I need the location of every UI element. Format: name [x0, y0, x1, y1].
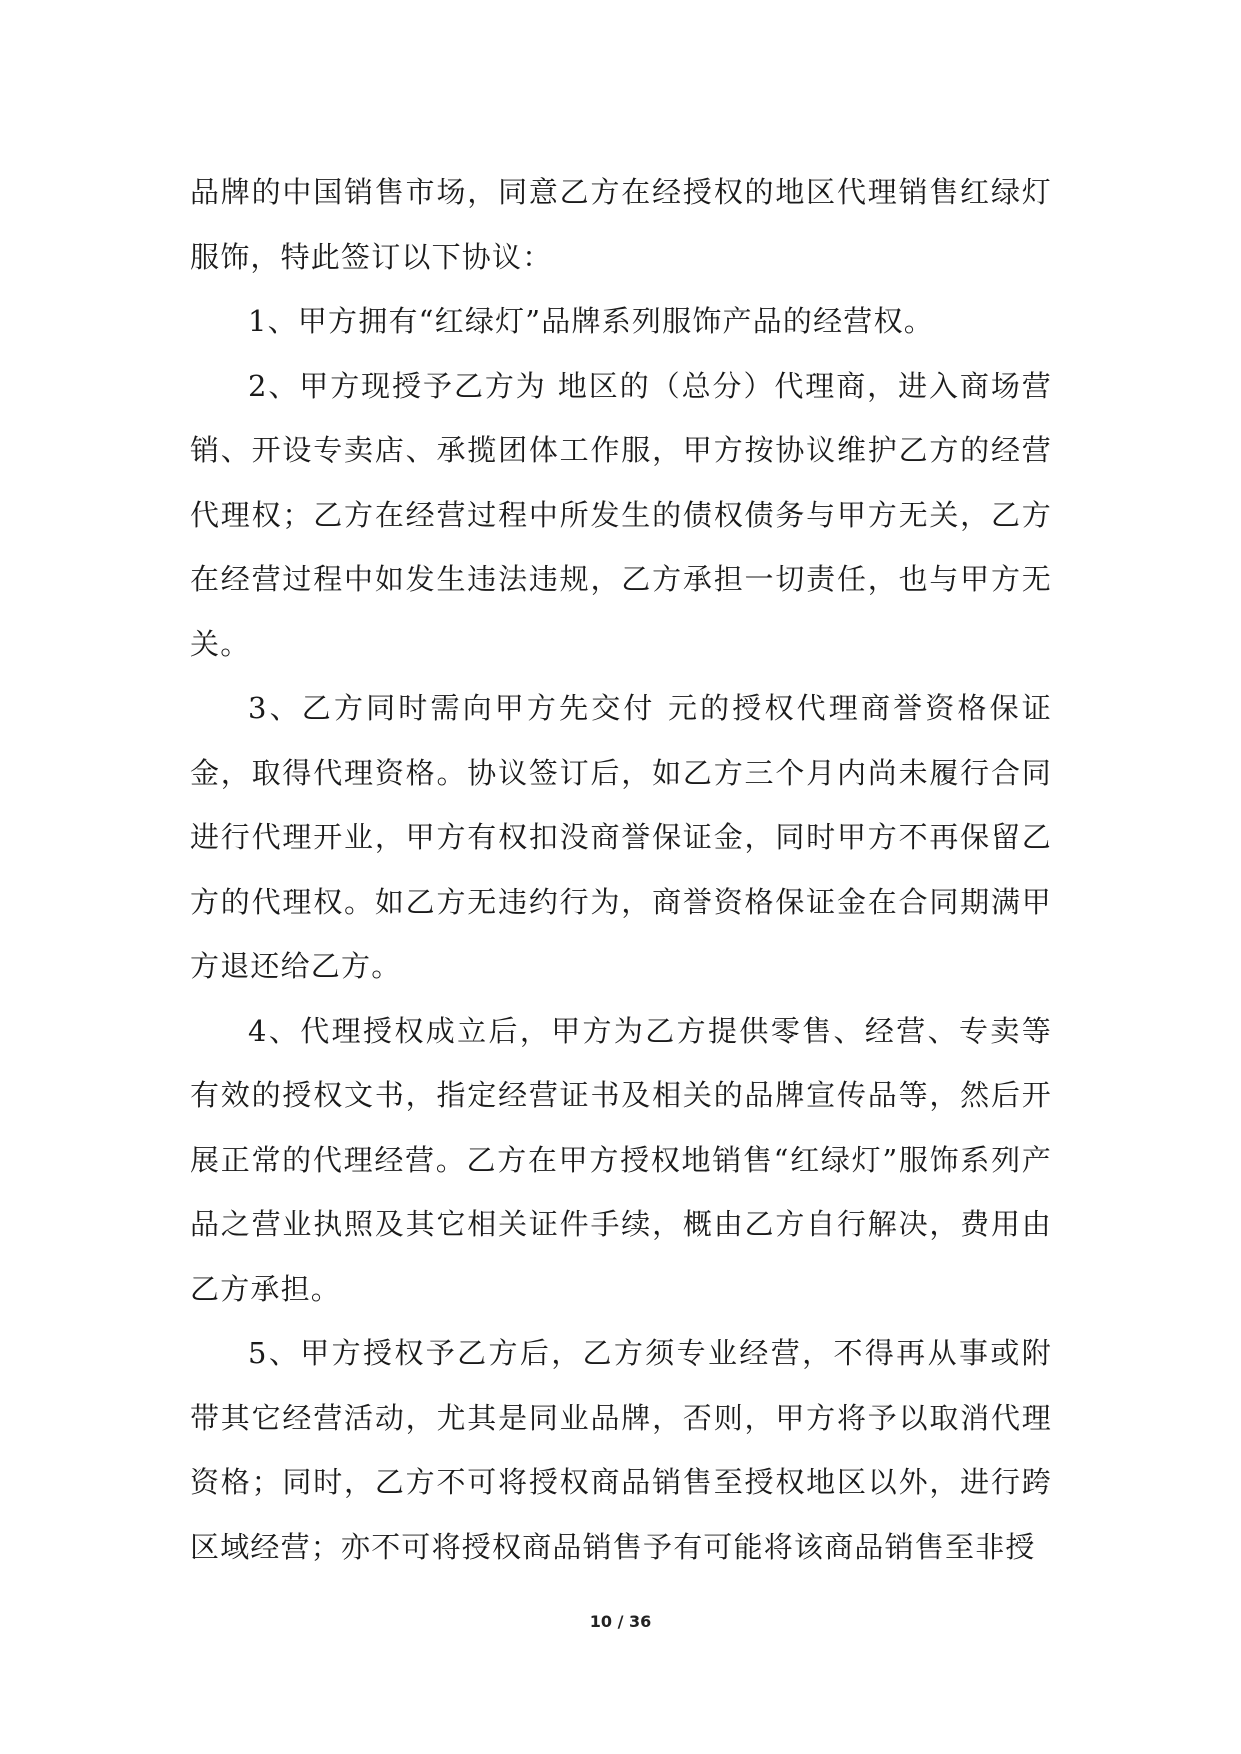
paragraph-clause-4: 4、代理授权成立后，甲方为乙方提供零售、经营、专卖等有效的授权文书，指定经营证书及相关的品牌宣传品等，然后开展正常的代理经营。乙方在甲方授权地销售“红绿灯”服饰系列产品之营业执照及其它相关证件手续，概由乙方自行解决，费用由乙方承担。: [190, 1013, 1052, 1306]
paragraph-clause-1: 1、甲方拥有“红绿灯”品牌系列服饰产品的经营权。: [248, 304, 934, 338]
paragraph-clause-5: 5、甲方授权予乙方后，乙方须专业经营，不得再从事或附带其它经营活动，尤其是同业品牌，否则，甲方将予以取消代理资格；同时，乙方不可将授权商品销售至授权地区以外，进行跨区域经营；亦不可将授权商品销售予有可能将该商品销售至非授: [190, 1336, 1052, 1564]
page-number-footer: 10 / 36: [589, 1612, 652, 1631]
paragraph-clause-3: 3、乙方同时需向甲方先交付 元的授权代理商誉资格保证金，取得代理资格。协议签订后，如乙方三个月内尚未履行合同进行代理开业，甲方有权扣没商誉保证金，同时甲方不再保留乙方的代理权。如乙方无违约行为，商誉资格保证金在合同期满甲方退还给乙方。: [190, 691, 1052, 983]
paragraph-clause-2: 2、甲方现授予乙方为 地区的（总分）代理商，进入商场营销、开设专卖店、承揽团体工作服，甲方按协议维护乙方的经营代理权；乙方在经营过程中所发生的债权债务与甲方无关，乙方在经营过程中如发生违法违规，乙方承担一切责任，也与甲方无关。: [190, 368, 1052, 661]
paragraph-intro-continuation: 品牌的中国销售市场，同意乙方在经授权的地区代理销售红绿灯服饰，特此签订以下协议：: [190, 175, 1052, 274]
document-body: [190, 160, 1052, 1579]
